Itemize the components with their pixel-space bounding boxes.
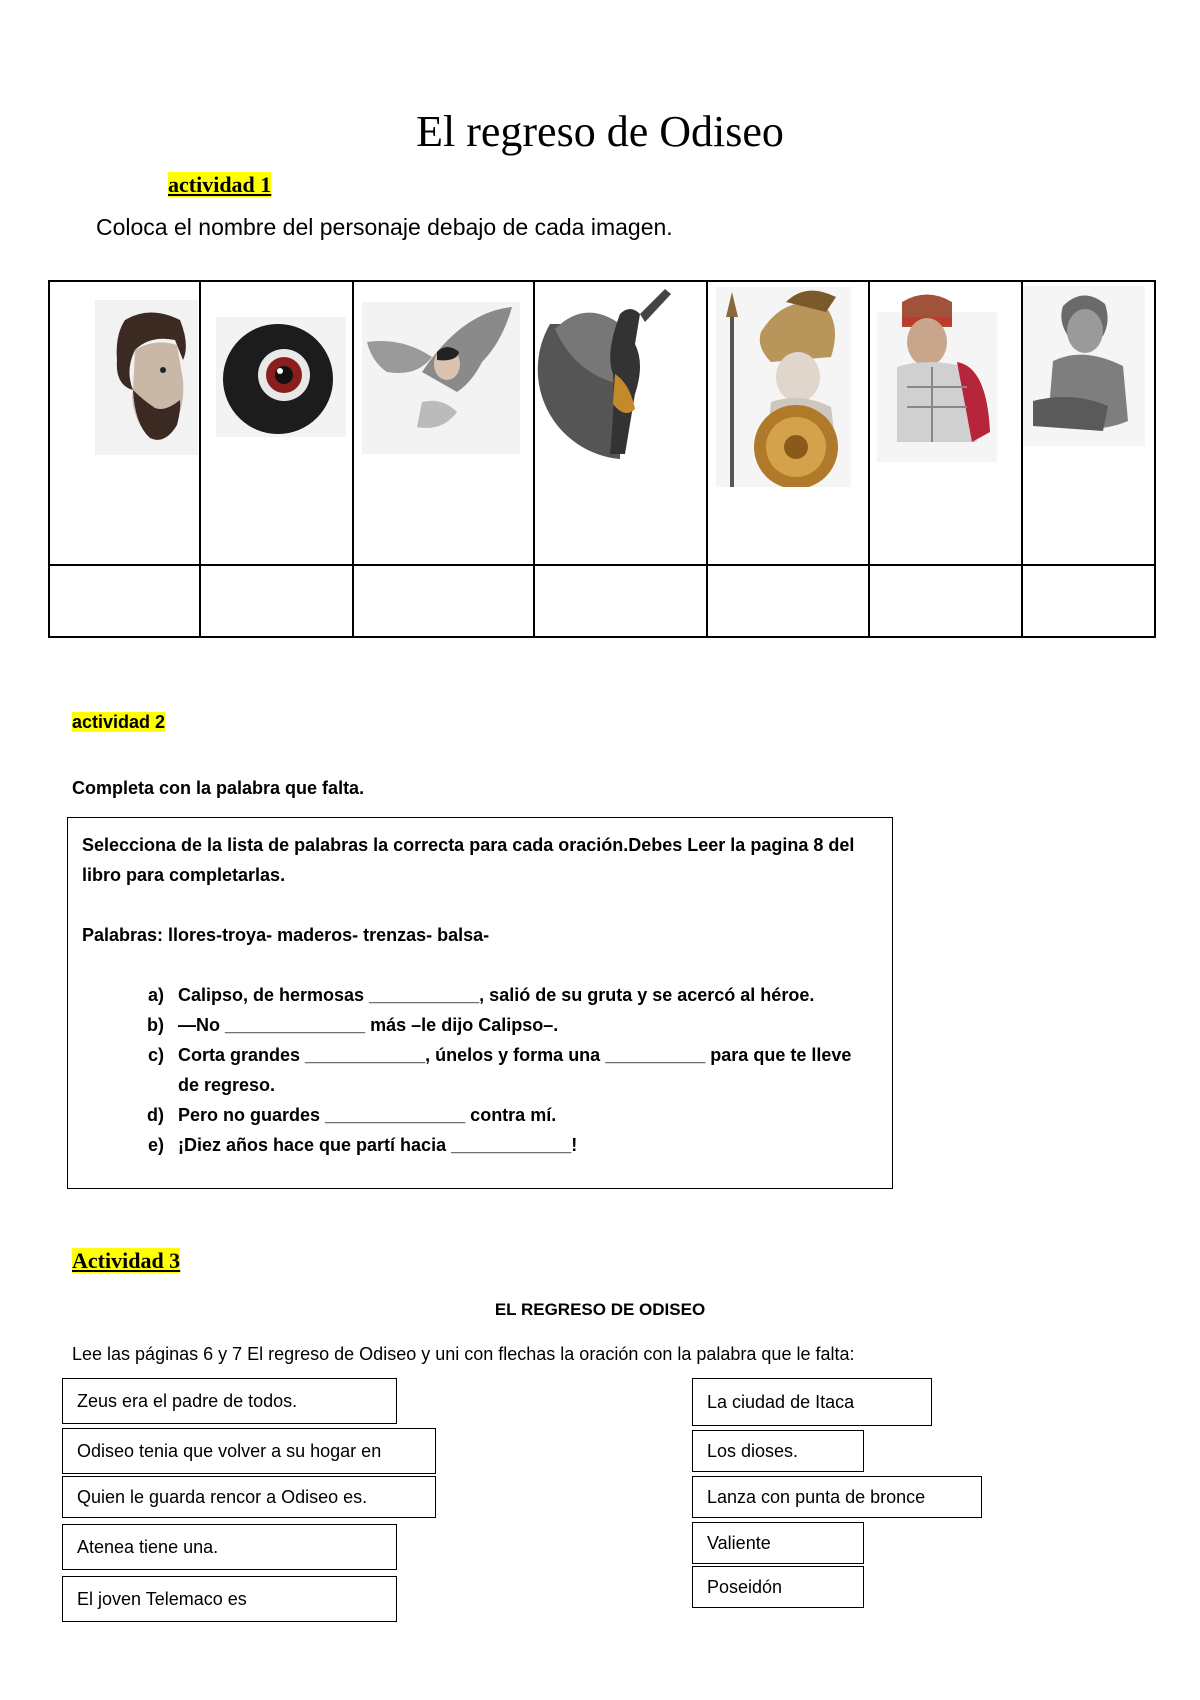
list-item: c) Corta grandes ____________, únelos y forma una __________ para que te lleve de regreso. bbox=[147, 1045, 852, 1095]
list-item: a) Calipso, de hermosas ___________, salió de su gruta y se acercó al héroe. bbox=[147, 985, 815, 1005]
goddess-statue-icon bbox=[535, 284, 700, 459]
answer-cell[interactable] bbox=[1022, 565, 1155, 637]
list-item: b) —No ______________ más –le dijo Calipso–. bbox=[147, 1015, 559, 1035]
image-cell bbox=[200, 281, 353, 565]
activity-2-instruction: Completa con la palabra que falta. bbox=[72, 778, 365, 798]
activity-3-subtitle: EL REGRESO DE ODISEO bbox=[494, 1300, 706, 1319]
answer-cell[interactable] bbox=[200, 565, 353, 637]
winged-woman-icon bbox=[362, 302, 520, 454]
box-intro: Selecciona de la lista de palabras la correcta para cada oración.Debes Leer la pagina 8 del libro para completarlas. bbox=[82, 835, 855, 885]
answer-cell[interactable] bbox=[707, 565, 870, 637]
statue-bust-icon bbox=[1023, 286, 1145, 446]
warrior-icon bbox=[872, 292, 1002, 462]
match-left-item[interactable]: Quien le guarda rencor a Odiseo es. bbox=[62, 1476, 436, 1518]
activity-1-heading: actividad 1 bbox=[168, 172, 272, 197]
match-left-item[interactable]: Odiseo tenia que volver a su hogar en bbox=[62, 1428, 436, 1474]
image-cell bbox=[353, 281, 534, 565]
match-left-item[interactable]: Zeus era el padre de todos. bbox=[62, 1378, 397, 1424]
bearded-man-icon bbox=[95, 300, 198, 455]
image-cell bbox=[869, 281, 1022, 565]
match-right-item[interactable]: Los dioses. bbox=[692, 1430, 864, 1472]
match-right-item[interactable]: Valiente bbox=[692, 1522, 864, 1564]
answer-cell[interactable] bbox=[534, 565, 707, 637]
match-left-item[interactable]: El joven Telemaco es bbox=[62, 1576, 397, 1622]
match-left-item[interactable]: Atenea tiene una. bbox=[62, 1524, 397, 1570]
athena-helmet-icon bbox=[716, 287, 851, 487]
character-table bbox=[48, 280, 1156, 638]
image-cell bbox=[707, 281, 870, 565]
activity-3-heading: Actividad 3 bbox=[72, 1248, 181, 1273]
answer-cell[interactable] bbox=[49, 565, 200, 637]
fill-in-box bbox=[67, 817, 893, 1189]
page-title: El regreso de Odiseo bbox=[416, 107, 784, 156]
list-item: d) Pero no guardes ______________ contra mí. bbox=[147, 1105, 557, 1125]
answer-cell[interactable] bbox=[353, 565, 534, 637]
activity-2-heading: actividad 2 bbox=[72, 712, 166, 732]
answer-cell[interactable] bbox=[869, 565, 1022, 637]
sentence-list bbox=[82, 980, 878, 1160]
match-right-item[interactable]: Lanza con punta de bronce bbox=[692, 1476, 982, 1518]
image-cell bbox=[49, 281, 200, 565]
word-list: Palabras: llores-troya- maderos- trenzas- balsa- bbox=[82, 925, 490, 945]
image-cell bbox=[1022, 281, 1155, 565]
list-item: e) ¡Diez años hace que partí hacia ____________! bbox=[147, 1135, 578, 1155]
eye-icon bbox=[216, 317, 346, 437]
match-right-item[interactable]: Poseidón bbox=[692, 1566, 864, 1608]
activity-1-instruction: Coloca el nombre del personaje debajo de cada imagen. bbox=[96, 214, 673, 240]
image-cell bbox=[534, 281, 707, 565]
activity-3-instruction: Lee las páginas 6 y 7 El regreso de Odiseo y uni con flechas la oración con la palabra que le falta: bbox=[72, 1344, 855, 1364]
match-right-item[interactable]: La ciudad de Itaca bbox=[692, 1378, 932, 1426]
